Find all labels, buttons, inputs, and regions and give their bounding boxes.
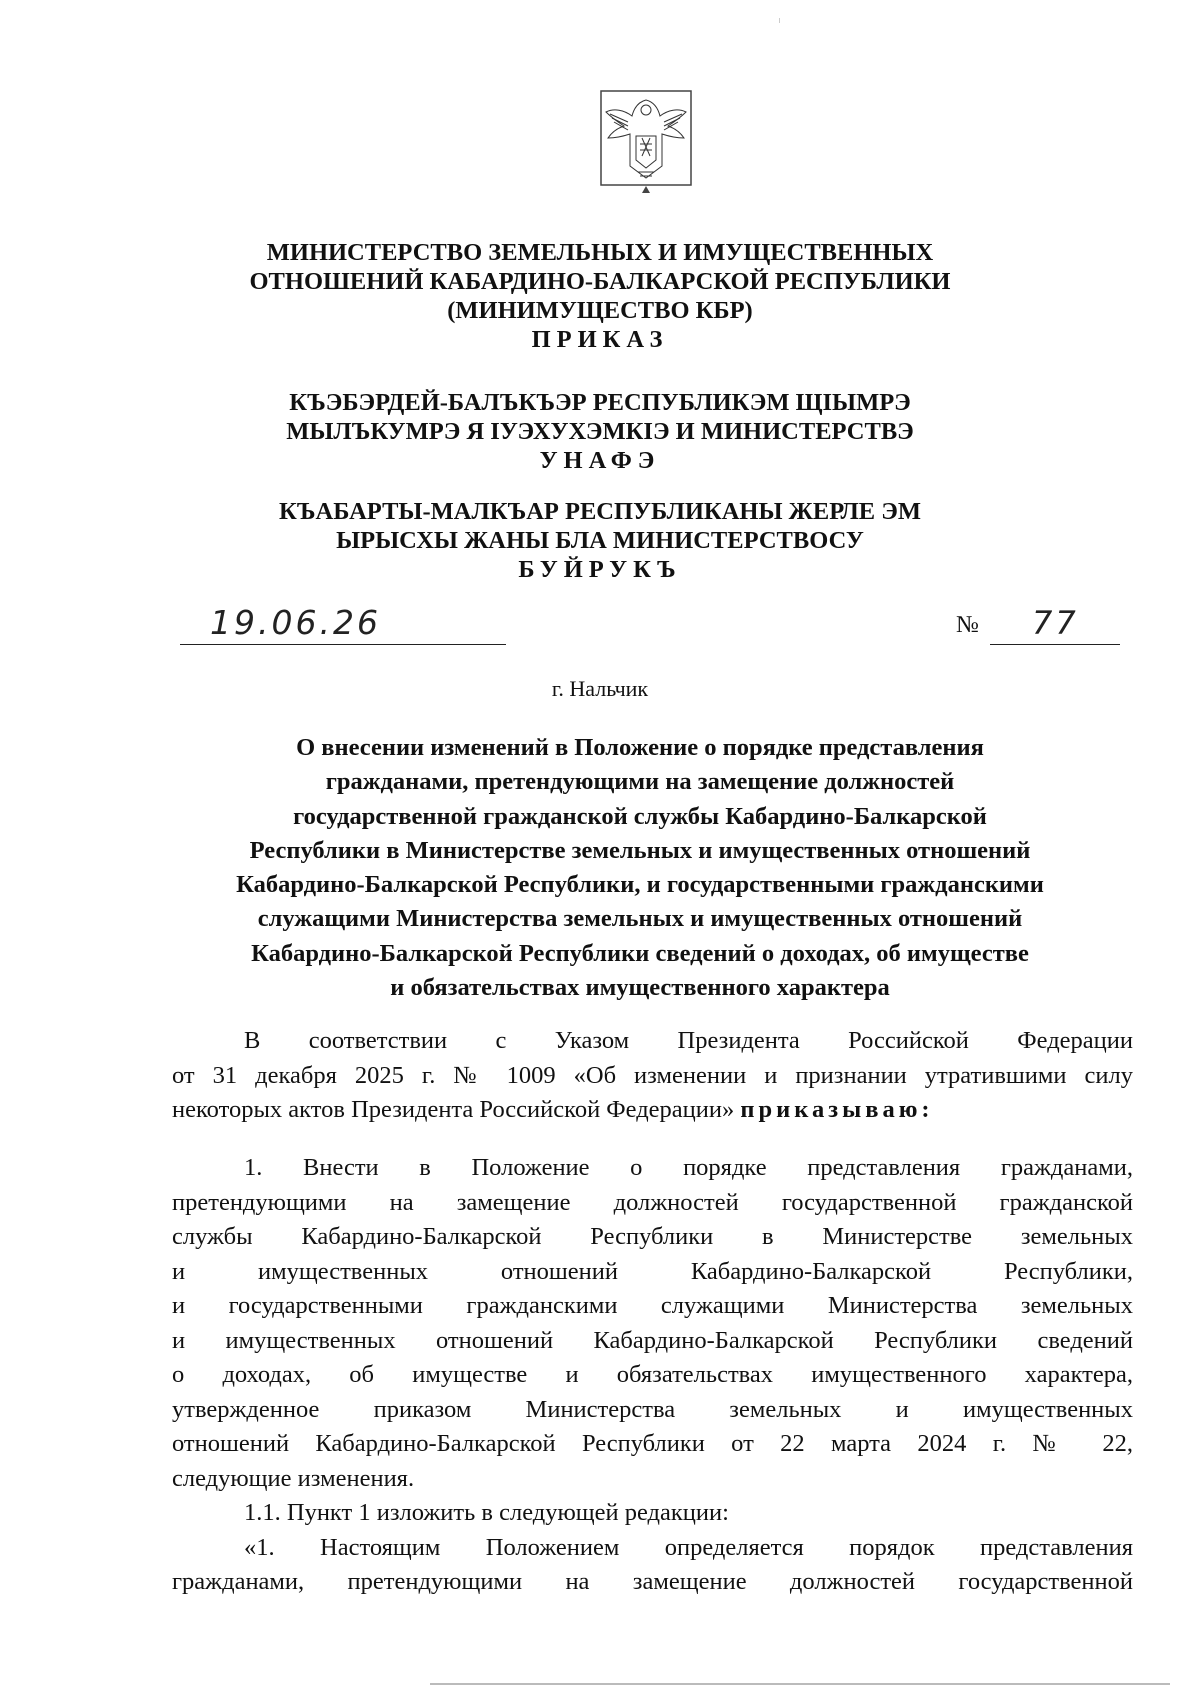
scan-edge-line [430, 1683, 1170, 1685]
doc-type-russian: ПРИКАЗ [531, 326, 669, 353]
balkar-name-line-1: КЪАБАРТЫ-МАЛКЪАР РЕСПУБЛИКАНЫ ЖЕРЛЕ ЭМ [279, 498, 921, 525]
order-title [160, 731, 1120, 1005]
doc-type-balkar: БУЙРУКЪ [518, 556, 682, 583]
item-1-line: отношений Кабардино-Балкарской Республики от 22 марта 2024 г. № 22, [172, 1430, 1133, 1457]
ministry-header-russian [0, 238, 1200, 354]
scan-speck [779, 18, 780, 23]
balkar-name-line-2: ЫРЫСХЫ ЖАНЫ БЛА МИНИСТЕРСТВОСУ [336, 527, 864, 554]
title-line: и обязательствах имущественного характера [390, 974, 890, 1002]
title-line: О внесении изменений в Положение о порядке представления [296, 734, 984, 761]
item-1-line: о доходах, об имуществе и обязательствах имущественного характера, [172, 1361, 1133, 1388]
ministry-abbreviation: (МИНИМУЩЕСТВО КБР) [447, 297, 753, 324]
title-line: Кабардино-Балкарской Республики, и государственными гражданскими [236, 871, 1044, 899]
ministry-name-line-1: МИНИСТЕРСТВО ЗЕМЕЛЬНЫХ И ИМУЩЕСТВЕННЫХ [266, 239, 934, 266]
title-line: служащими Министерства земельных и имущественных отношений [257, 905, 1023, 933]
preamble-line: от 31 декабря 2025 г. № 1009 «Об изменении и признании утратившими силу [172, 1061, 1133, 1089]
title-line: Кабардино-Балкарской Республики сведений о доходах, об имуществе [251, 939, 1029, 967]
item-1-line: и имущественных отношений Кабардино-Балкарской Республики, [172, 1257, 1133, 1285]
ministry-header-kabardian [0, 388, 1200, 475]
item-1-line: утвержденное приказом Министерства земельных и имущественных [172, 1395, 1133, 1423]
order-number-field [990, 604, 1120, 645]
handwritten-date: 19.06.26 [210, 603, 381, 642]
item-1-line: 1. Внести в Положение о порядке представления гражданами, [244, 1154, 1133, 1181]
title-line: государственной гражданской службы Кабардино-Балкарской [293, 802, 987, 830]
order-verb: приказываю: [740, 1096, 934, 1123]
ministry-header-balkar [0, 497, 1200, 584]
kabardian-name-line-2: МЫЛЪКУМРЭ Я IУЭХУХЭМКIЭ И МИНИСТЕРСТВЭ [286, 418, 914, 445]
item-1-line: претендующими на замещение должностей государственной гражданской [172, 1188, 1133, 1216]
preamble-line: В соответствии с Указом Президента Российской Федерации [244, 1027, 1133, 1054]
item-1-paragraph [172, 1151, 1133, 1600]
item-1-line: и государственными гражданскими служащими Министерства земельных [172, 1292, 1133, 1319]
coat-of-arms-emblem [598, 88, 694, 196]
quote-line: «1. Настоящим Положением определяется порядок представления [244, 1533, 1133, 1561]
city-label: г. Нальчик [551, 676, 649, 701]
title-line: гражданами, претендующими на замещение должностей [325, 768, 955, 796]
doc-type-kabardian: УНАФЭ [539, 447, 661, 474]
title-line: Республики в Министерстве земельных и имущественных отношений [249, 836, 1031, 864]
preamble-paragraph [172, 1024, 1133, 1128]
item-1-1-line: 1.1. Пункт 1 изложить в следующей редакции: [244, 1499, 729, 1526]
quote-line: гражданами, претендующими на замещение должностей государственной [172, 1568, 1133, 1595]
item-1-line: следующие изменения. [172, 1464, 415, 1492]
ministry-name-line-2: ОТНОШЕНИЙ КАБАРДИНО-БАЛКАРСКОЙ РЕСПУБЛИКИ [249, 268, 951, 295]
item-1-line: и имущественных отношений Кабардино-Балкарской Республики сведений [172, 1326, 1133, 1354]
handwritten-order-number: 77 [1032, 604, 1079, 642]
date-field [180, 602, 506, 645]
preamble-line [172, 1093, 1133, 1128]
preamble-line-text: некоторых актов Президента Российской Федерации» [172, 1096, 741, 1123]
kabardian-name-line-1: КЪЭБЭРДЕЙ-БАЛЪКЪЭР РЕСПУБЛИКЭМ ЩIЫМРЭ [289, 389, 911, 416]
item-1-line: службы Кабардино-Балкарской Республики в Министерстве земельных [172, 1223, 1133, 1250]
number-sign: № [956, 612, 979, 638]
